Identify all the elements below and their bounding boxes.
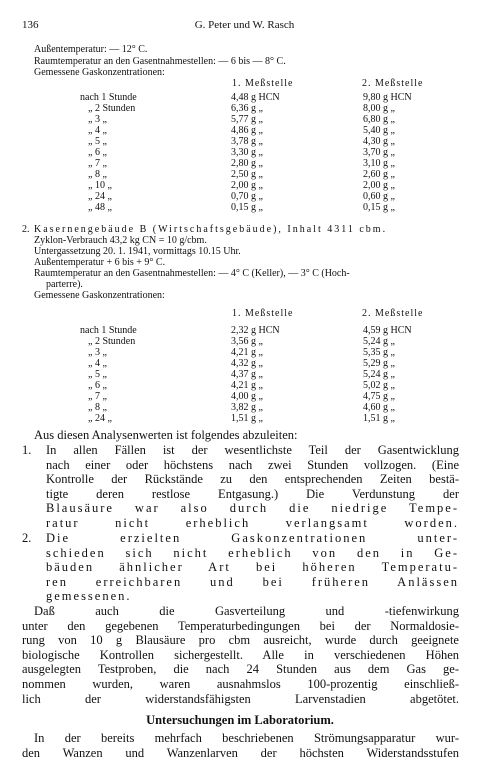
paragraph-line: lich der widerstandsfähigsten Larvenstadien abgetötet. [22, 691, 459, 706]
paragraph-line: biologische Kontrollen sichergestellt. Alle in verschiedenen Höhen [22, 647, 459, 662]
table-cell-m1: 0,70 g „ [231, 191, 263, 202]
block1-col2-head: 2. Meßstelle [362, 78, 424, 89]
table-cell-m1: 4,00 g „ [231, 391, 263, 402]
table-cell-m2: 0,15 g „ [363, 202, 395, 213]
table-cell-m1: 4,37 g „ [231, 369, 263, 380]
table-cell-m2: 2,60 g „ [363, 169, 395, 180]
table-cell-m1: 6,36 g „ [231, 103, 263, 114]
table-cell-m2: 8,00 g „ [363, 103, 395, 114]
table-cell-time: „ 3 „ [88, 114, 107, 125]
item2-line: gemessenen. [46, 589, 132, 604]
item1-line: In allen Fällen ist der wesentlichste Teil der Gasentwicklung [46, 443, 459, 457]
block2-line-room-temp: Raumtemperatur an den Gasentnahmestellen: — 4° C (Keller), — 3° C (Hoch- [34, 268, 350, 279]
table-cell-m1: 2,00 g „ [231, 180, 263, 191]
table-cell-m1: 4,21 g „ [231, 347, 263, 358]
page-number: 136 [22, 19, 39, 31]
item1-number: 1. [22, 443, 32, 457]
table-cell-m1: 4,48 g HCN [231, 92, 280, 103]
section-paragraph [22, 731, 459, 760]
analysis-intro: Aus diesen Analysenwerten ist folgendes abzuleiten: [34, 428, 298, 442]
table-cell-m2: 5,35 g „ [363, 347, 395, 358]
table-cell-m2: 3,70 g „ [363, 147, 395, 158]
table-cell-m1: 0,15 g „ [231, 202, 263, 213]
table-cell-time: „ 2 Stunden [88, 336, 136, 347]
item1-line: Kontrolle der Rückstände zu den entsprechenden Zeiten bestä- [46, 472, 459, 487]
running-title: G. Peter und W. Rasch [194, 19, 295, 31]
analysis-paragraph [22, 604, 459, 706]
table-cell-time: „ 2 Stunden [88, 103, 136, 114]
paragraph-line: Daß auch die Gasverteilung und -tiefenwirkung [34, 604, 459, 618]
table-cell-time: „ 8 „ [88, 169, 107, 180]
block1-line-room-temp: Raumtemperatur an den Gasentnahmestellen: — 6 bis — 8° C. [34, 56, 286, 67]
table-cell-m2: 4,60 g „ [363, 402, 395, 413]
table-cell-time: „ 5 „ [88, 369, 107, 380]
table-cell-time: nach 1 Stunde [80, 92, 137, 103]
table-cell-time: „ 7 „ [88, 391, 107, 402]
table-cell-m2: 4,75 g „ [363, 391, 395, 402]
table-cell-m1: 2,50 g „ [231, 169, 263, 180]
table-cell-m1: 3,82 g „ [231, 402, 263, 413]
table-cell-time: „ 4 „ [88, 358, 107, 369]
item1-line: tigte deren restlose Entgasung.) Die Verdunstung der [46, 486, 459, 501]
block2-line-zyklon: Zyklon-Verbrauch 43,2 kg CN = 10 g/cbm. [34, 235, 207, 246]
block2-line-start: Untergassetzung 20. 1. 1941, vormittags 10.15 Uhr. [34, 246, 241, 257]
table-cell-m1: 1,51 g „ [231, 413, 263, 424]
table-cell-m2: 4,30 g „ [363, 136, 395, 147]
table-cell-time: „ 24 „ [88, 413, 112, 424]
table-cell-m1: 5,77 g „ [231, 114, 263, 125]
item2-line: Die erzielten Gaskonzentrationen unter- [46, 531, 459, 545]
block2-line-building: Kasernengebäude B (Wirtschaftsgebäude), Inhalt 4311 cbm. [34, 224, 388, 235]
table-cell-m2: 5,24 g „ [363, 369, 395, 380]
table-cell-time: „ 6 „ [88, 380, 107, 391]
table-cell-time: „ 8 „ [88, 402, 107, 413]
paragraph-line: ausgelegten Testproben, die nach 24 Stunden aus dem Gas ge- [22, 662, 459, 677]
table-cell-m2: 9,80 g HCN [363, 92, 412, 103]
analysis-item-1 [46, 443, 459, 531]
table-cell-m2: 6,80 g „ [363, 114, 395, 125]
section-line: In der bereits mehrfach beschriebenen Strömungsapparatur wur- [34, 731, 459, 745]
table-cell-time: „ 3 „ [88, 347, 107, 358]
table-cell-time: „ 48 „ [88, 202, 112, 213]
table-cell-m2: 1,51 g „ [363, 413, 395, 424]
table-cell-time: „ 4 „ [88, 125, 107, 136]
table-cell-m1: 2,32 g HCN [231, 325, 280, 336]
item2-number: 2. [22, 531, 32, 545]
item2-line: ren erreichbaren und bei früheren Anlässen [46, 574, 459, 589]
block1-col1-head: 1. Meßstelle [232, 78, 294, 89]
block2-col2-head: 2. Meßstelle [362, 308, 424, 319]
section-heading: Untersuchungen im Laboratorium. [146, 713, 334, 727]
table-cell-time: „ 10 „ [88, 180, 112, 191]
table-cell-m1: 4,86 g „ [231, 125, 263, 136]
table-cell-time: „ 24 „ [88, 191, 112, 202]
item2-line: bäuden ähnlicher Art bei höheren Temperatu- [46, 560, 459, 575]
table-cell-m2: 5,29 g „ [363, 358, 395, 369]
table-cell-m2: 2,00 g „ [363, 180, 395, 191]
running-header [22, 19, 467, 33]
table-cell-m1: 3,30 g „ [231, 147, 263, 158]
block2-line-room-temp-cont: parterre). [46, 279, 83, 290]
block1-line-outside-temp: Außentemperatur: — 12° C. [34, 44, 148, 55]
table-cell-m1: 2,80 g „ [231, 158, 263, 169]
table-cell-m2: 3,10 g „ [363, 158, 395, 169]
paragraph-line: rung von 10 g Blausäure pro cbm ausreicht, wurde durch geeignete [22, 633, 459, 648]
table-cell-m2: 5,40 g „ [363, 125, 395, 136]
table-cell-m2: 5,24 g „ [363, 336, 395, 347]
table-cell-time: „ 7 „ [88, 158, 107, 169]
section-line: den Wanzen und Wanzenlarven der höchsten Widerstandsstufen [22, 745, 459, 760]
item1-line: Blausäure war also durch die niedrige Tempe- [46, 501, 459, 516]
table-cell-time: nach 1 Stunde [80, 325, 137, 336]
block1-line-measured: Gemessene Gaskonzentrationen: [34, 67, 165, 78]
item1-line: nach einer oder höchstens nach zwei Stunden vollzogen. (Eine [46, 457, 459, 472]
table-cell-m1: 4,21 g „ [231, 380, 263, 391]
block2-number: 2. [22, 224, 30, 235]
table-cell-time: „ 5 „ [88, 136, 107, 147]
analysis-item-2 [46, 531, 459, 604]
table-cell-m2: 5,02 g „ [363, 380, 395, 391]
table-cell-m2: 4,59 g HCN [363, 325, 412, 336]
item2-line: schieden sich nicht erheblich von den in Ge- [46, 545, 459, 560]
table-cell-m1: 3,56 g „ [231, 336, 263, 347]
table-cell-m2: 0,60 g „ [363, 191, 395, 202]
item1-line: ratur nicht erheblich verlangsamt worden. [46, 515, 459, 530]
block2-col1-head: 1. Meßstelle [232, 308, 294, 319]
table-cell-time: „ 6 „ [88, 147, 107, 158]
table-cell-m1: 4,32 g „ [231, 358, 263, 369]
paragraph-line: unter den gegebenen Temperaturbedingungen bei der Normaldosie- [22, 618, 459, 633]
table-cell-m1: 3,78 g „ [231, 136, 263, 147]
block2-line-measured: Gemessene Gaskonzentrationen: [34, 290, 165, 301]
paragraph-line: nommen wurden, waren ausnahmslos 100-prozentig einschließ- [22, 676, 459, 691]
block2-line-outside-temp: Außentemperatur + 6 bis + 9° C. [34, 257, 166, 268]
